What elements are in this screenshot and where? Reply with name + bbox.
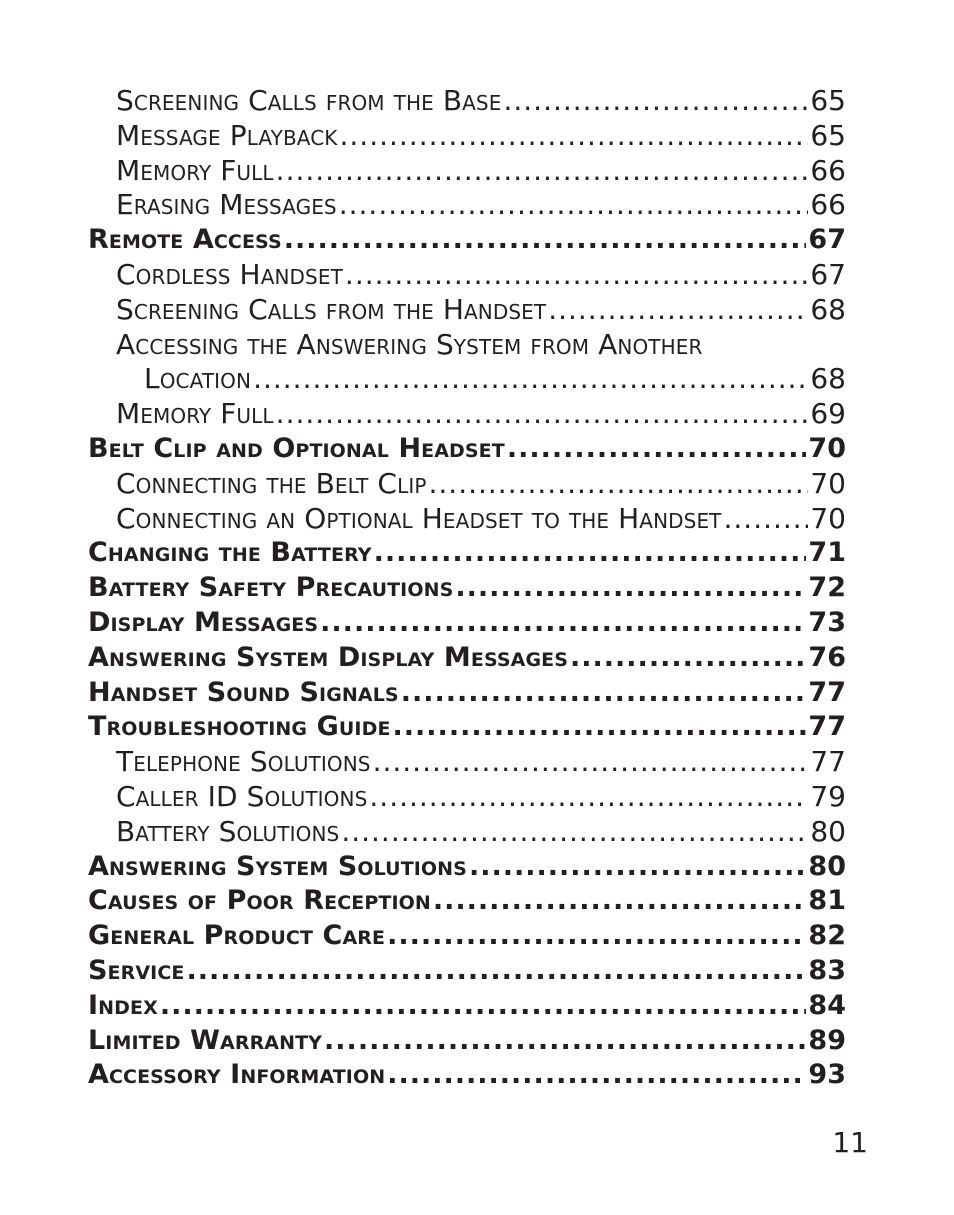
toc-entry-page: 73 — [808, 606, 846, 638]
toc-entry-label: Index — [88, 989, 158, 1021]
dot-leader — [369, 780, 808, 815]
toc-entry[interactable] — [88, 919, 846, 954]
toc-entry-page: 89 — [808, 1024, 846, 1056]
toc-entry-label: Battery Solutions — [116, 814, 340, 848]
toc-entry[interactable] — [88, 815, 846, 850]
dot-leader — [339, 188, 809, 223]
toc-entry-page: 66 — [810, 188, 846, 222]
dot-leader — [320, 606, 806, 641]
toc-entry[interactable] — [88, 676, 846, 711]
toc-entry-page: 67 — [808, 224, 846, 256]
page-number: 11 — [832, 1126, 868, 1159]
toc-entry[interactable] — [88, 780, 846, 815]
toc-entry-page: 77 — [810, 745, 846, 779]
toc-entry-label: Caller ID Solutions — [116, 779, 368, 813]
toc-entry-label: Handset Sound Signals — [88, 676, 399, 708]
toc-entry[interactable] — [88, 571, 846, 606]
toc-entry-page: 71 — [808, 537, 846, 569]
toc-entry[interactable] — [88, 328, 846, 363]
toc-entry-page: 66 — [810, 153, 846, 187]
dot-leader — [724, 502, 809, 537]
toc-entry-page: 70 — [810, 466, 846, 500]
toc-entry-page: 80 — [810, 814, 846, 848]
dot-leader — [374, 536, 807, 571]
toc-entry[interactable] — [88, 745, 846, 780]
toc-entry-page: 76 — [808, 641, 846, 673]
dot-leader — [393, 710, 807, 745]
toc-entry[interactable] — [88, 293, 846, 328]
toc-entry-page: 65 — [810, 84, 846, 117]
toc-entry-label: Erasing Messages — [116, 188, 337, 222]
dot-leader — [276, 154, 809, 189]
dot-leader — [503, 84, 808, 119]
toc-entry[interactable] — [88, 850, 846, 885]
toc-entry[interactable] — [88, 154, 846, 189]
toc-entry-label: Accessory Information — [88, 1059, 386, 1091]
toc-entry-label: Screening Calls from the Handset — [116, 292, 547, 326]
dot-leader — [570, 641, 806, 676]
dot-leader — [253, 362, 808, 397]
toc-entry-label: Service — [88, 954, 185, 986]
toc-entry-label: Belt Clip and Optional Headset — [88, 432, 505, 464]
dot-leader — [455, 571, 806, 606]
toc-entry[interactable] — [88, 362, 846, 397]
toc-entry[interactable] — [88, 1024, 846, 1059]
toc-entry-label: Memory Full — [116, 153, 274, 187]
toc-entry[interactable] — [88, 223, 846, 258]
dot-leader — [507, 432, 807, 467]
toc-entry[interactable] — [88, 989, 846, 1024]
toc-entry[interactable] — [88, 954, 846, 989]
toc-entry[interactable] — [88, 884, 846, 919]
dot-leader — [387, 1058, 806, 1093]
toc-entry-page: 68 — [810, 292, 846, 326]
toc-entry-label: Causes of Poor Reception — [88, 885, 431, 917]
toc-entry[interactable] — [88, 188, 846, 223]
toc-entry-page: 82 — [808, 920, 846, 952]
dot-leader — [373, 745, 809, 780]
toc-entry[interactable] — [88, 536, 846, 571]
toc-entry-label: Remote Access — [88, 224, 282, 256]
toc-entry-label: Battery Safety Precautions — [88, 572, 454, 604]
dot-leader — [345, 258, 808, 293]
dot-leader — [284, 223, 807, 258]
toc-entry-label: Changing the Battery — [88, 537, 372, 569]
toc-entry-label: Screening Calls from the Base — [116, 84, 502, 117]
toc-entry-page: 68 — [810, 362, 846, 396]
dot-leader — [276, 397, 809, 432]
toc-entry[interactable] — [88, 641, 846, 676]
toc-entry[interactable] — [88, 710, 846, 745]
toc-entry[interactable] — [88, 119, 846, 154]
toc-entry-page: 84 — [808, 989, 846, 1021]
toc-entry-label: Memory Full — [116, 397, 274, 431]
toc-entry-label: Connecting the Belt Clip — [116, 466, 427, 500]
dot-leader — [429, 467, 809, 502]
dot-leader — [186, 954, 806, 989]
toc-entry-page: 93 — [808, 1059, 846, 1091]
toc-entry-label: Answering System Display Messages — [88, 641, 569, 673]
toc-entry-label: Message Playback — [116, 118, 338, 152]
toc-entry-page: 77 — [808, 676, 846, 708]
toc-entry-page: 80 — [808, 850, 846, 882]
toc-entry[interactable] — [88, 502, 846, 537]
toc-entry-label: Accessing the Answering System from Another — [116, 327, 703, 361]
toc-entry-label: Location — [144, 362, 252, 396]
dot-leader — [341, 815, 808, 850]
toc-entry-page: 79 — [810, 779, 846, 813]
dot-leader — [387, 919, 806, 954]
dot-leader — [340, 119, 809, 154]
toc-entry-label: General Product Care — [88, 920, 386, 952]
dot-leader — [469, 850, 806, 885]
toc-entry-label: Limited Warranty — [88, 1024, 323, 1056]
toc-entry-page: 72 — [808, 572, 846, 604]
toc-entry[interactable] — [88, 606, 846, 641]
toc-entry[interactable] — [88, 1058, 846, 1093]
toc-entry-page: 67 — [810, 257, 846, 291]
toc-entry-label: Telephone Solutions — [116, 745, 371, 779]
toc-entry-label: Display Messages — [88, 606, 319, 638]
toc-entry[interactable] — [88, 258, 846, 293]
dot-leader — [160, 989, 807, 1024]
dot-leader — [324, 1024, 806, 1059]
toc-entry[interactable] — [88, 432, 846, 467]
dot-leader — [401, 676, 807, 711]
toc-entry-page: 70 — [808, 432, 846, 464]
toc-entry[interactable] — [88, 397, 846, 432]
toc-entry-label: Cordless Handset — [116, 257, 343, 291]
toc-entry-page: 65 — [810, 118, 846, 152]
toc-entry-page: 70 — [810, 501, 846, 535]
table-of-contents — [88, 84, 846, 1093]
toc-entry-label: Connecting an Optional Headset to the Handset — [116, 501, 722, 535]
toc-entry[interactable] — [88, 84, 846, 119]
dot-leader — [548, 293, 808, 328]
toc-entry-page: 83 — [808, 954, 846, 986]
toc-entry-label: Answering System Solutions — [88, 850, 467, 882]
toc-entry[interactable] — [88, 467, 846, 502]
dot-leader — [433, 884, 807, 919]
toc-entry-page: 77 — [808, 711, 846, 743]
toc-entry-page: 81 — [808, 885, 846, 917]
toc-entry-page: 69 — [810, 397, 846, 431]
toc-entry-label: Troubleshooting Guide — [88, 711, 391, 743]
